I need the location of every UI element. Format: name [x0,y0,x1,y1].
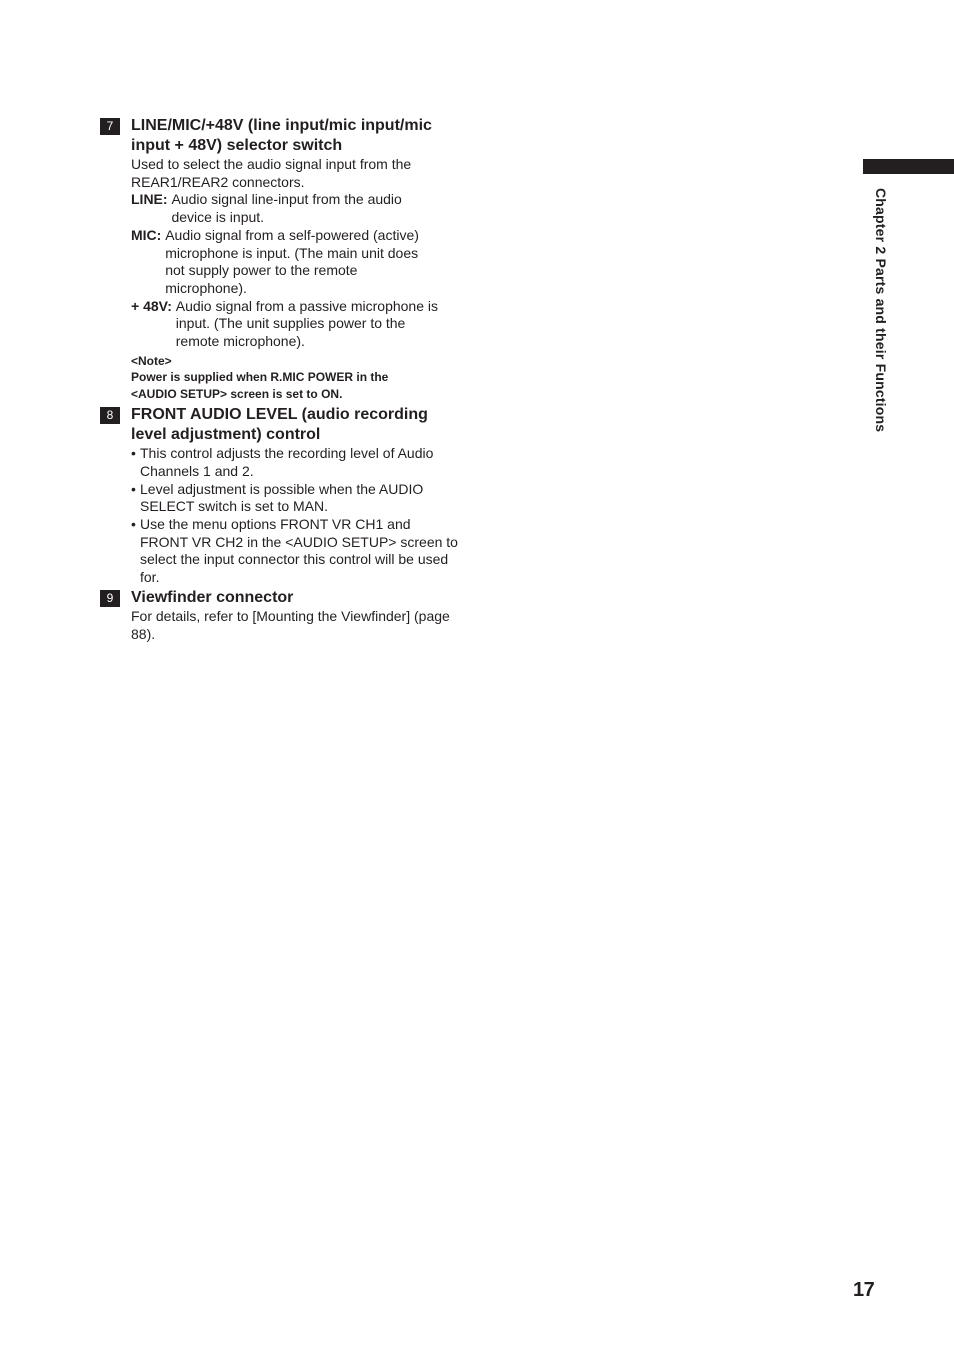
definition-48v [131,298,460,351]
item-body [131,608,460,643]
item-7 [100,116,460,402]
definition-term: + 48V: [131,297,176,314]
item-intro: For details, refer to [Mounting the Viewfinder] (page 88). [131,607,450,642]
item-title: LINE/MIC/+48V (line input/mic input/mic input + 48V) selector switch [131,117,432,154]
item-body [131,445,460,587]
item-title: FRONT AUDIO LEVEL (audio recording level adjustment) control [131,406,428,444]
note-text: Power is supplied when R.MIC POWER in the <AUDIO SETUP> screen is set to ON. [131,370,389,401]
item-number-badge: 7 [100,118,120,135]
item-body [131,156,460,402]
definition-desc: Audio signal line-input from the audio device is input. [171,191,402,226]
chapter-tab-marker [863,159,954,174]
item-number-badge: 9 [100,590,120,607]
definition-mic [131,227,460,298]
chapter-label: Chapter 2 Parts and their Functions [873,188,889,433]
page-number: 17 [853,1279,875,1301]
item-8 [100,405,460,587]
main-content [100,116,460,643]
definition-term: MIC: [131,226,166,243]
bullet-item: • Use the menu options FRONT VR CH1 and FRONT VR CH2 in the <AUDIO SETUP> screen to select the input connector this control will be used for. [131,516,460,587]
item-9 [100,588,460,643]
definition-desc: Audio signal from a passive microphone is input. (The unit supplies power to the remote microphone). [175,297,439,350]
bullet-list [131,445,460,587]
item-number-badge: 8 [100,407,120,424]
item-title: Viewfinder connector [131,588,294,606]
definition-desc: Audio signal from a self-powered (active) microphone is input. (The main unit does not supply power to the remote microphone). [165,226,419,296]
definition-line [131,191,460,226]
definition-term: LINE: [131,191,172,208]
bullet-item: • Level adjustment is possible when the AUDIO SELECT switch is set to MAN. [131,481,460,516]
item-intro: Used to select the audio signal input from the REAR1/REAR2 connectors. [131,156,412,190]
note-label: <Note> [131,353,172,368]
bullet-item: • This control adjusts the recording level of Audio Channels 1 and 2. [131,445,460,480]
